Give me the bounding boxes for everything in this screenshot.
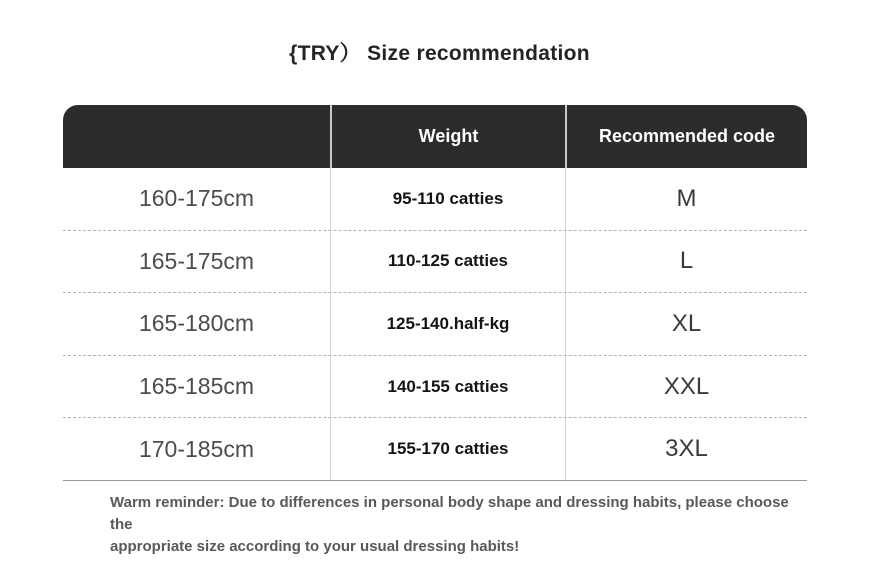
warm-reminder-note — [110, 492, 810, 558]
weight-cell: 155-170 catties — [330, 418, 565, 480]
header-cell-recommended-code: Recommended code — [565, 105, 807, 168]
table-row — [63, 231, 807, 294]
table-header-row — [63, 105, 807, 168]
code-cell: XL — [565, 293, 807, 355]
table-row — [63, 418, 807, 481]
weight-cell: 125-140.half-kg — [330, 293, 565, 355]
code-cell: XXL — [565, 356, 807, 418]
warm-reminder-line1: Warm reminder: Due to differences in personal body shape and dressing habits, please choose the — [110, 494, 789, 533]
table-row — [63, 168, 807, 231]
warm-reminder-line2: appropriate size according to your usual dressing habits! — [110, 538, 520, 555]
code-cell: L — [565, 231, 807, 293]
weight-cell: 95-110 catties — [330, 168, 565, 230]
height-cell: 160-175cm — [138, 185, 255, 212]
weight-cell: 110-125 catties — [330, 231, 565, 293]
header-cell-height — [63, 105, 330, 168]
header-cell-weight: Weight — [330, 105, 565, 168]
height-cell: 170-185cm — [138, 435, 255, 462]
weight-cell: 140-155 catties — [330, 356, 565, 418]
code-cell: M — [565, 168, 807, 230]
page-title: {TRY） Size recommendation — [289, 42, 590, 65]
code-cell: 3XL — [565, 418, 807, 480]
table-row — [63, 356, 807, 419]
size-recommendation-table — [63, 105, 807, 481]
height-cell: 165-180cm — [138, 310, 255, 337]
height-cell: 165-175cm — [138, 247, 255, 274]
table-row — [63, 293, 807, 356]
height-cell: 165-185cm — [138, 373, 255, 400]
